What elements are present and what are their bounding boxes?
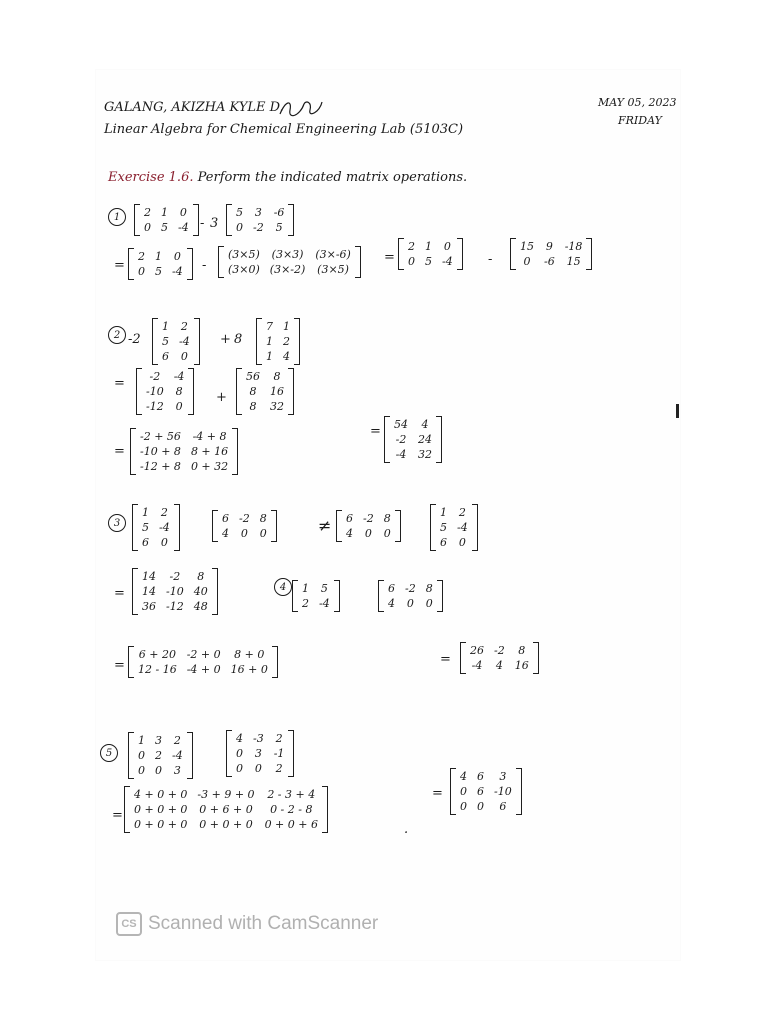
matrix-entry: 6 — [162, 350, 169, 363]
bracket-right — [334, 580, 340, 612]
matrix-entry: 14 — [142, 585, 156, 598]
matrix-entries — [224, 246, 355, 278]
bracket-right — [395, 510, 401, 542]
matrix-entry: -12 + 8 — [140, 460, 181, 473]
equals-sign: = — [114, 586, 125, 601]
p3-matrix-b — [212, 510, 277, 542]
matrix-entry: -4 + 8 — [192, 430, 227, 443]
matrix-entry: -2 + 0 — [186, 648, 221, 661]
bracket-right — [271, 510, 277, 542]
matrix-entry: 8 — [259, 512, 267, 525]
p2-matrix-b — [256, 318, 300, 365]
matrix-entry: 6 — [499, 800, 507, 813]
bracket-right — [194, 318, 200, 365]
matrix-entry: 5 — [275, 221, 283, 234]
matrix-entry: 1 — [138, 734, 145, 747]
matrix-entry: -10 — [494, 785, 512, 798]
matrix-entry: 2 — [302, 597, 309, 610]
matrix-entries — [516, 238, 586, 270]
matrix-entry: 12 - 16 — [138, 663, 177, 676]
bracket-right — [187, 248, 193, 280]
matrix-entries — [142, 368, 188, 415]
matrix-entry: 0 — [460, 785, 467, 798]
matrix-entry: 8 — [273, 370, 281, 383]
bracket-right — [212, 568, 218, 615]
matrix-entry: 0 — [254, 762, 262, 775]
equals-sign: = — [114, 258, 125, 273]
matrix-entry: 0 + 0 + 0 — [134, 803, 188, 816]
matrix-entry: 0 + 32 — [190, 460, 229, 473]
minus-sign: - — [202, 258, 207, 273]
matrix-entry: 2 — [275, 732, 283, 745]
matrix-entry: 0 — [460, 800, 467, 813]
exercise-heading — [108, 170, 467, 185]
matrix-entry: 6 — [477, 785, 484, 798]
matrix-entry: 0 — [240, 527, 248, 540]
matrix-entry: -4 — [172, 749, 183, 762]
matrix-entry: 56 — [246, 370, 260, 383]
matrix-entry: 4 — [346, 527, 353, 540]
problem-5-number: 5 — [100, 744, 118, 762]
p2-result — [384, 416, 442, 463]
matrix-entry: 48 — [193, 600, 208, 613]
matrix-entry: 6 — [388, 582, 395, 595]
matrix-entry: 4 — [388, 597, 395, 610]
matrix-entry: 0 — [406, 597, 414, 610]
course-title: Linear Algebra for Chemical Engineering Lab (5103C) — [104, 122, 464, 137]
matrix-entry: 0 — [138, 764, 145, 777]
matrix-entry: 0 — [236, 747, 243, 760]
matrix-entries — [456, 768, 516, 815]
p5-result — [450, 768, 522, 815]
matrix-entry: 8 — [518, 644, 526, 657]
matrix-entry: -4 — [178, 221, 189, 234]
matrix-entry: 3 — [254, 206, 262, 219]
equals-sign: = — [432, 786, 443, 801]
camscanner-watermark — [116, 912, 378, 936]
matrix-entry: 1 — [142, 506, 149, 519]
matrix-entry: 6 + 20 — [138, 648, 176, 661]
matrix-entry: -6 — [544, 255, 555, 268]
p4-result — [460, 642, 539, 674]
matrix-entry: 8 — [249, 400, 257, 413]
p3-matrix-a-copy — [430, 504, 478, 551]
matrix-entry: -12 — [166, 600, 184, 613]
minus-sign: - — [200, 216, 205, 231]
bracket-right — [586, 238, 592, 270]
matrix-entry: 1 — [155, 250, 162, 263]
date: MAY 05, 2023 — [598, 96, 677, 109]
matrix-entry: -4 — [319, 597, 330, 610]
bracket-right — [288, 368, 294, 415]
matrix-entry: 0 — [175, 400, 183, 413]
matrix-entry: 2 — [180, 320, 188, 333]
matrix-entry: 8 — [425, 582, 433, 595]
matrix-entries — [130, 786, 322, 833]
matrix-entry: 0 — [236, 221, 243, 234]
matrix-entry: 0 — [155, 764, 162, 777]
equals-sign: = — [370, 424, 381, 439]
plus-sign: + — [220, 332, 231, 347]
matrix-entry: -4 — [395, 448, 407, 461]
matrix-entry: 40 — [193, 585, 208, 598]
matrix-entry: -2 — [494, 644, 505, 657]
bracket-right — [232, 428, 238, 475]
matrix-entries — [134, 732, 187, 779]
matrix-entries — [134, 646, 272, 678]
matrix-entry: 1 — [425, 240, 432, 253]
bracket-right — [294, 318, 300, 365]
matrix-entries — [384, 580, 437, 612]
exercise-instruction: Perform the indicated matrix operations. — [197, 170, 468, 185]
matrix-entries — [404, 238, 457, 270]
matrix-entry: -4 + 0 — [186, 663, 221, 676]
minus-sign: - — [488, 252, 493, 267]
matrix-entry: (3×0) — [228, 263, 260, 276]
matrix-entry: -2 — [169, 570, 181, 583]
matrix-entries — [138, 568, 212, 615]
matrix-entry: -3 + 9 + 0 — [197, 788, 255, 801]
p1-matrix-a-final — [398, 238, 463, 270]
bracket-right — [288, 204, 294, 236]
matrix-entry: 15 — [520, 240, 534, 253]
matrix-entry: 3 — [499, 770, 507, 783]
matrix-entry: 5 — [161, 221, 168, 234]
matrix-entry: 6 — [477, 770, 484, 783]
matrix-entry: 2 — [144, 206, 151, 219]
matrix-entry: 6 — [142, 536, 149, 549]
matrix-entry: -2 — [395, 433, 407, 446]
matrix-entry: -1 — [273, 747, 285, 760]
matrix-entry: 16 + 0 — [230, 663, 268, 676]
bracket-right — [436, 416, 442, 463]
p2-scaled-a — [136, 368, 194, 415]
matrix-entry: 3 — [254, 747, 262, 760]
p2-scaled-b — [236, 368, 294, 415]
p4-product-steps — [128, 646, 278, 678]
matrix-entry: 2 — [160, 506, 168, 519]
matrix-entry: -6 — [273, 206, 285, 219]
bracket-right — [437, 580, 443, 612]
matrix-entry: -4 — [172, 265, 183, 278]
matrix-entry: 0 — [523, 255, 531, 268]
matrix-entry: 1 — [283, 320, 290, 333]
matrix-entries — [262, 318, 294, 365]
matrix-entry: 0 — [173, 250, 181, 263]
p3-result — [132, 568, 218, 615]
matrix-entry: 5 — [142, 521, 149, 534]
matrix-entry: 2 — [275, 762, 283, 775]
matrix-entry: 32 — [418, 448, 432, 461]
matrix-entry: 2 — [155, 749, 162, 762]
matrix-entry: -4 — [471, 659, 483, 672]
bracket-right — [533, 642, 539, 674]
matrix-entry: (3×-6) — [315, 248, 351, 261]
matrix-entry: 1 — [440, 506, 447, 519]
matrix-entry: 1 — [161, 206, 168, 219]
matrix-entry: 5 — [320, 582, 328, 595]
scan-mark — [676, 404, 679, 418]
equals-sign: = — [440, 652, 451, 667]
matrix-entry: 3 — [155, 734, 162, 747]
matrix-entry: -2 + 56 — [140, 430, 181, 443]
matrix-entries — [298, 580, 334, 612]
matrix-entry: -12 — [146, 400, 164, 413]
matrix-entry: 0 + 6 + 0 — [199, 803, 253, 816]
signature — [276, 98, 326, 120]
matrix-entry: 0 — [443, 240, 451, 253]
matrix-entry: -4 — [442, 255, 453, 268]
problem-3-number: 3 — [108, 514, 126, 532]
p4-matrix-b — [378, 580, 443, 612]
matrix-entries — [342, 510, 395, 542]
matrix-entry: 32 — [270, 400, 284, 413]
matrix-entries — [436, 504, 472, 551]
p1-scalar: 3 — [210, 216, 219, 231]
matrix-entry: 0 - 2 - 8 — [270, 803, 313, 816]
matrix-entry: 5 — [155, 265, 162, 278]
matrix-entry: 36 — [142, 600, 156, 613]
matrix-entry: 2 — [138, 250, 145, 263]
matrix-entries — [232, 204, 288, 236]
matrix-entry: 4 — [283, 350, 290, 363]
matrix-entry: 9 — [545, 240, 553, 253]
camscanner-icon: CS — [116, 912, 142, 936]
matrix-entry: -2 — [149, 370, 161, 383]
matrix-entry: 5 — [236, 206, 243, 219]
matrix-entry: 4 + 0 + 0 — [134, 788, 188, 801]
matrix-entry: 4 — [236, 732, 243, 745]
matrix-entry: -18 — [564, 240, 583, 253]
bracket-right — [174, 504, 180, 551]
matrix-entry: 0 — [383, 527, 391, 540]
matrix-entry: 8 + 16 — [190, 445, 229, 458]
matrix-entry: 8 — [197, 570, 205, 583]
matrix-entry: (3×-2) — [269, 263, 306, 276]
day: FRIDAY — [618, 114, 662, 127]
bracket-right — [322, 786, 328, 833]
matrix-entry: 5 — [162, 335, 169, 348]
matrix-entry: 1 — [266, 350, 273, 363]
matrix-entry: 15 — [566, 255, 581, 268]
matrix-entry: 6 — [222, 512, 229, 525]
matrix-entry: -2 — [253, 221, 264, 234]
matrix-entry: -10 — [146, 385, 164, 398]
p3-matrix-a — [132, 504, 180, 551]
student-name: GALANG, AKIZHA KYLE D. — [104, 100, 284, 115]
bracket-right — [188, 368, 194, 415]
matrix-entry: 24 — [418, 433, 432, 446]
matrix-entry: -10 + 8 — [140, 445, 181, 458]
matrix-entry: 5 — [425, 255, 432, 268]
matrix-entry: 4 — [222, 527, 229, 540]
p2-matrix-a — [152, 318, 200, 365]
matrix-entry: 2 — [283, 335, 290, 348]
matrix-entries — [218, 510, 271, 542]
problem-4-number: 4 — [274, 578, 292, 596]
matrix-entry: 16 — [270, 385, 284, 398]
matrix-entry: 2 — [173, 734, 181, 747]
matrix-entry: -4 — [457, 521, 468, 534]
watermark-text: Scanned with CamScanner — [148, 913, 379, 934]
p4-matrix-a — [292, 580, 340, 612]
matrix-entries — [158, 318, 194, 365]
matrix-entries — [242, 368, 288, 415]
matrix-entry: 0 — [144, 221, 151, 234]
equals-sign: = — [384, 250, 395, 265]
p2-scalar-a: -2 — [128, 332, 141, 347]
matrix-entry: 4 — [460, 770, 467, 783]
matrix-entry: -10 — [166, 585, 184, 598]
matrix-entry: 8 — [383, 512, 391, 525]
matrix-entries — [140, 204, 193, 236]
matrix-entry: 2 — [408, 240, 415, 253]
matrix-entry: 1 — [266, 335, 273, 348]
matrix-entry: -2 — [405, 582, 416, 595]
matrix-entry: 0 — [477, 800, 484, 813]
equals-sign: = — [114, 658, 125, 673]
p2-sum-steps — [130, 428, 238, 475]
matrix-entry: (3×5) — [317, 263, 349, 276]
matrix-entry: 6 — [440, 536, 447, 549]
not-equal-sign: ≠ — [318, 516, 332, 535]
p1-scaled-b-steps — [218, 246, 361, 278]
p1-matrix-a — [134, 204, 199, 236]
matrix-entries — [138, 504, 174, 551]
matrix-entry: 5 — [440, 521, 447, 534]
matrix-entries — [466, 642, 533, 674]
matrix-entry: -2 — [363, 512, 374, 525]
equals-sign: = — [112, 808, 123, 823]
matrix-entry: 0 — [259, 527, 267, 540]
matrix-entry: 0 — [408, 255, 415, 268]
matrix-entry: 0 — [180, 350, 188, 363]
bracket-right — [457, 238, 463, 270]
matrix-entry: 8 — [175, 385, 183, 398]
matrix-entry: 1 — [162, 320, 169, 333]
matrix-entry: 0 — [138, 749, 145, 762]
p5-matrix-a — [128, 732, 193, 779]
matrix-entry: 0 — [458, 536, 466, 549]
matrix-entry: -4 — [159, 521, 170, 534]
matrix-entry: 8 + 0 — [234, 648, 265, 661]
matrix-entry: 0 — [364, 527, 372, 540]
matrix-entry: -4 — [179, 335, 190, 348]
matrix-entry: 16 — [514, 659, 529, 672]
p2-scalar-b: 8 — [234, 332, 243, 347]
bracket-right — [516, 768, 522, 815]
matrix-entries — [232, 730, 288, 777]
bracket-right — [187, 732, 193, 779]
bracket-right — [472, 504, 478, 551]
p1-matrix-b — [226, 204, 294, 236]
problem-2-number: 2 — [108, 326, 126, 344]
equals-sign: = — [114, 444, 125, 459]
bracket-right — [193, 204, 199, 236]
matrix-entry: 4 — [421, 418, 429, 431]
p3-matrix-b-copy — [336, 510, 401, 542]
matrix-entry: 0 — [160, 536, 168, 549]
p5-product-steps — [124, 786, 328, 833]
matrix-entry: 2 - 3 + 4 — [267, 788, 316, 801]
bracket-right — [272, 646, 278, 678]
matrix-entry: 7 — [266, 320, 273, 333]
matrix-entry: 0 + 0 + 6 — [264, 818, 318, 831]
problem-1-number: 1 — [108, 208, 126, 226]
matrix-entry: 0 + 0 + 0 — [199, 818, 253, 831]
matrix-entry: 0 — [179, 206, 187, 219]
p1-matrix-a-copy — [128, 248, 193, 280]
matrix-entry: 4 — [495, 659, 503, 672]
matrix-entry: 1 — [302, 582, 309, 595]
bracket-right — [288, 730, 294, 777]
exercise-label: Exercise 1.6. — [108, 170, 194, 185]
matrix-entry: 26 — [470, 644, 484, 657]
matrix-entry: 8 — [249, 385, 257, 398]
plus-sign: + — [216, 390, 227, 405]
bracket-right — [355, 246, 361, 278]
matrix-entry: (3×3) — [271, 248, 304, 261]
matrix-entries — [136, 428, 232, 475]
matrix-entry: (3×5) — [228, 248, 260, 261]
matrix-entries — [390, 416, 436, 463]
matrix-entry: -4 — [173, 370, 185, 383]
matrix-entry: 0 — [425, 597, 433, 610]
matrix-entry: 54 — [394, 418, 408, 431]
matrix-entry: 0 — [236, 762, 243, 775]
matrix-entry: -2 — [239, 512, 250, 525]
matrix-entry: 6 — [346, 512, 353, 525]
matrix-entry: 0 + 0 + 0 — [134, 818, 188, 831]
matrix-entry: 0 — [138, 265, 145, 278]
period: . — [404, 822, 409, 837]
p1-result-b — [510, 238, 592, 270]
matrix-entry: -3 — [253, 732, 264, 745]
p5-matrix-b — [226, 730, 294, 777]
matrix-entry: 14 — [142, 570, 156, 583]
matrix-entry: 3 — [173, 764, 181, 777]
matrix-entries — [134, 248, 187, 280]
matrix-entry: 2 — [458, 506, 466, 519]
equals-sign: = — [114, 376, 125, 391]
